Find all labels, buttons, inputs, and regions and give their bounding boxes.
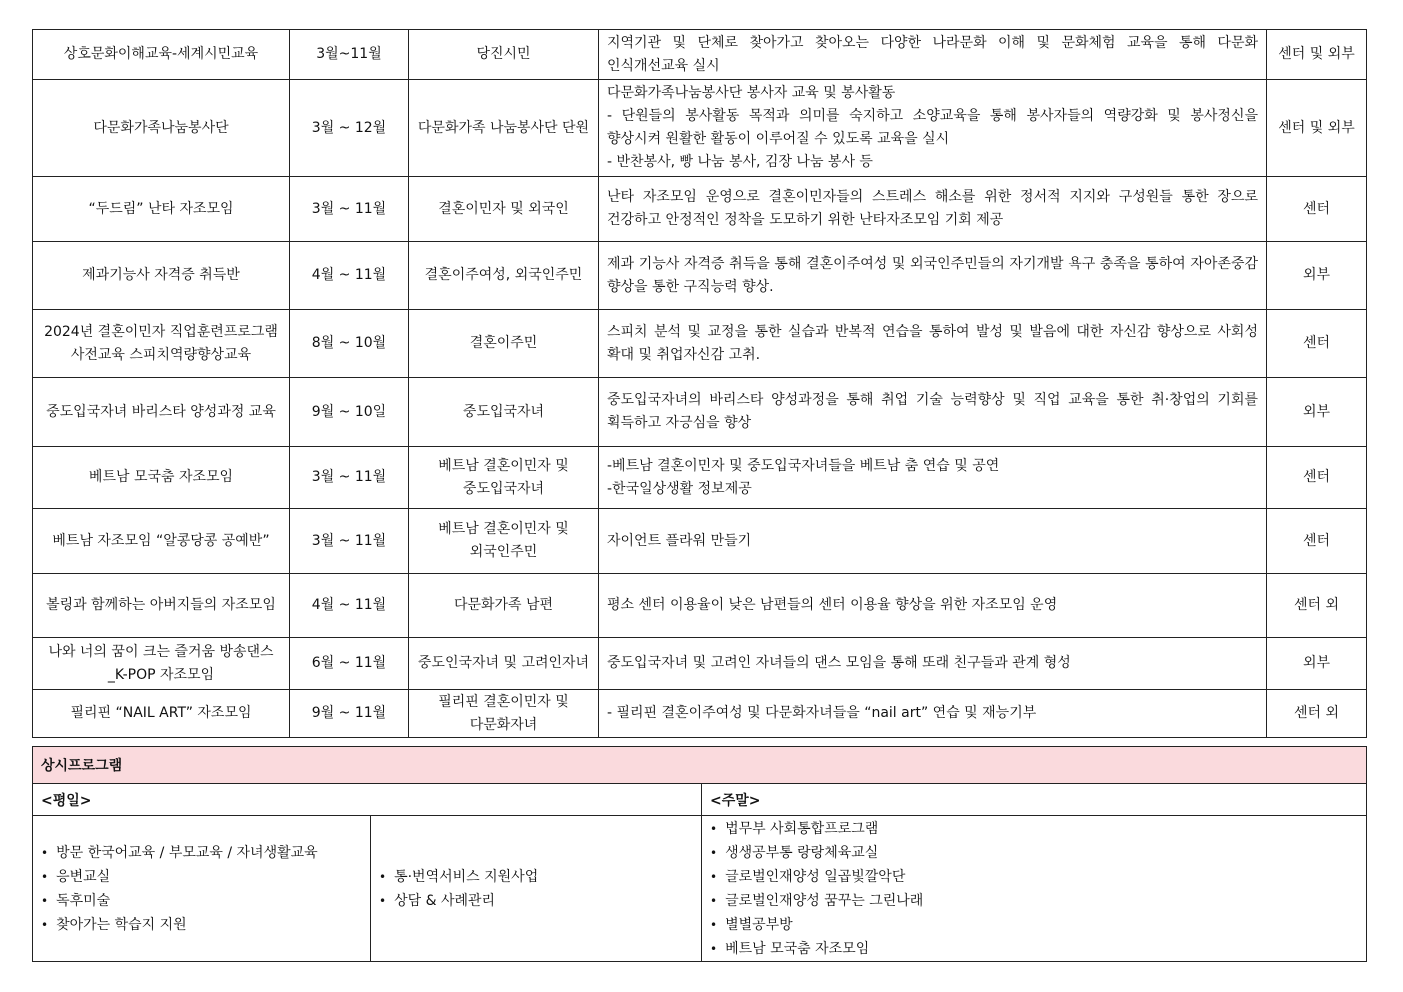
program-name: “두드림” 난타 자조모임 bbox=[33, 177, 290, 242]
program-place: 센터 bbox=[1267, 177, 1367, 242]
program-name: 필리핀 “NAIL ART” 자조모임 bbox=[33, 690, 290, 738]
program-period: 8월 ~ 10월 bbox=[290, 310, 409, 378]
program-period: 9월 ~ 10일 bbox=[290, 378, 409, 447]
table-row bbox=[33, 509, 1367, 574]
program-place: 외부 bbox=[1267, 242, 1367, 310]
program-place: 센터 및 외부 bbox=[1267, 30, 1367, 80]
program-target: 다문화가족 남편 bbox=[409, 574, 599, 638]
table-row bbox=[33, 574, 1367, 638]
program-target: 결혼이민자 및 외국인 bbox=[409, 177, 599, 242]
program-content: 다문화가족나눔봉사단 봉사자 교육 및 봉사활동 - 단원들의 봉사활동 목적과 의미를 숙지하고 소양교육을 통해 봉사자들의 역량강화 및 봉사정신을 향상시켜 원활한 활동이 이루어질 수 있도록 교육을 실시 - 반찬봉사, 빵 나눔 봉사, 김장 나눔 봉사 등 bbox=[599, 80, 1267, 177]
program-content: 제과 기능사 자격증 취득을 통해 결혼이주여성 및 외국인주민들의 자기개발 욕구 충족을 통하여 자아존중감 향상을 통한 구직능력 향상. bbox=[599, 242, 1267, 310]
program-name: 중도입국자녀 바리스타 양성과정 교육 bbox=[33, 378, 290, 447]
weekday-list-2 bbox=[379, 865, 693, 913]
program-name: 제과기능사 자격증 취득반 bbox=[33, 242, 290, 310]
program-content: 자이언트 플라워 만들기 bbox=[599, 509, 1267, 574]
program-place: 센터 bbox=[1267, 310, 1367, 378]
program-content: 중도입국자녀의 바리스타 양성과정을 통해 취업 기술 능력향상 및 직업 교육을 통한 취·창업의 기회를 획득하고 자긍심을 향상 bbox=[599, 378, 1267, 447]
program-name: 베트남 모국춤 자조모임 bbox=[33, 447, 290, 509]
table-row bbox=[33, 638, 1367, 690]
program-target: 중도인국자녀 및 고려인자녀 bbox=[409, 638, 599, 690]
program-content: 지역기관 및 단체로 찾아가고 찾아오는 다양한 나라문화 이해 및 문화체험 교육을 통해 다문화 인식개선교육 실시 bbox=[599, 30, 1267, 80]
program-place: 외부 bbox=[1267, 378, 1367, 447]
program-content: -베트남 결혼이민자 및 중도입국자녀들을 베트남 춤 연습 및 공연 -한국일상생활 정보제공 bbox=[599, 447, 1267, 509]
weekday-label: <평일> bbox=[33, 784, 702, 816]
weekend-list bbox=[710, 817, 1358, 961]
list-item: • 방문 한국어교육 / 부모교육 / 자녀생활교육 bbox=[41, 841, 362, 865]
program-place: 센터 외 bbox=[1267, 574, 1367, 638]
table-row bbox=[33, 177, 1367, 242]
permanent-title: 상시프로그램 bbox=[33, 747, 1367, 784]
program-period: 3월 ~ 11월 bbox=[290, 447, 409, 509]
list-item: • 글로벌인재양성 꿈꾸는 그린나래 bbox=[710, 889, 1358, 913]
program-name: 베트남 자조모임 “알콩당콩 공예반” bbox=[33, 509, 290, 574]
program-target: 당진시민 bbox=[409, 30, 599, 80]
program-content: 스피치 분석 및 교정을 통한 실습과 반복적 연습을 통하여 발성 및 발음에 대한 자신감 향상으로 사회성 확대 및 취업자신감 고취. bbox=[599, 310, 1267, 378]
weekday-list-cell-2 bbox=[371, 816, 702, 962]
table-row bbox=[33, 690, 1367, 738]
table-row bbox=[33, 310, 1367, 378]
program-content: 중도입국자녀 및 고려인 자녀들의 댄스 모임을 통해 또래 친구들과 관계 형성 bbox=[599, 638, 1267, 690]
program-place: 센터 bbox=[1267, 447, 1367, 509]
program-target: 다문화가족 나눔봉사단 단원 bbox=[409, 80, 599, 177]
program-table-body bbox=[33, 30, 1367, 738]
program-content: 평소 센터 이용율이 낮은 남편들의 센터 이용율 향상을 위한 자조모임 운영 bbox=[599, 574, 1267, 638]
program-place: 센터 및 외부 bbox=[1267, 80, 1367, 177]
table-row bbox=[33, 242, 1367, 310]
list-item: • 베트남 모국춤 자조모임 bbox=[710, 937, 1358, 961]
list-item: • 생생공부통 랑랑체육교실 bbox=[710, 841, 1358, 865]
weekday-list-1 bbox=[41, 841, 362, 937]
program-name: 상호문화이해교육-세계시민교육 bbox=[33, 30, 290, 80]
list-item: • 상담 & 사례관리 bbox=[379, 889, 693, 913]
program-period: 9월 ~ 11월 bbox=[290, 690, 409, 738]
program-target: 결혼이주여성, 외국인주민 bbox=[409, 242, 599, 310]
program-name: 나와 너의 꿈이 크는 즐거움 방송댄스_K-POP 자조모임 bbox=[33, 638, 290, 690]
program-target: 중도입국자녀 bbox=[409, 378, 599, 447]
program-period: 3월 ~ 12월 bbox=[290, 80, 409, 177]
permanent-program-table bbox=[32, 746, 1367, 962]
program-name: 다문화가족나눔봉사단 bbox=[33, 80, 290, 177]
program-target: 결혼이주민 bbox=[409, 310, 599, 378]
program-period: 4월 ~ 11월 bbox=[290, 242, 409, 310]
program-place: 외부 bbox=[1267, 638, 1367, 690]
table-row bbox=[33, 30, 1367, 80]
weekend-label: <주말> bbox=[702, 784, 1367, 816]
table-row bbox=[33, 447, 1367, 509]
program-place: 센터 외 bbox=[1267, 690, 1367, 738]
list-item: • 글로벌인재양성 일곱빛깔악단 bbox=[710, 865, 1358, 889]
list-item: • 응변교실 bbox=[41, 865, 362, 889]
table-row bbox=[33, 378, 1367, 447]
program-target: 베트남 결혼이민자 및 중도입국자녀 bbox=[409, 447, 599, 509]
table-row bbox=[33, 80, 1367, 177]
program-period: 4월 ~ 11월 bbox=[290, 574, 409, 638]
program-period: 6월 ~ 11월 bbox=[290, 638, 409, 690]
program-period: 3월 ~ 11월 bbox=[290, 177, 409, 242]
program-content: - 필리핀 결혼이주여성 및 다문화자녀들을 “nail art” 연습 및 재능기부 bbox=[599, 690, 1267, 738]
program-period: 3월 ~ 11월 bbox=[290, 509, 409, 574]
list-item: • 찾아가는 학습지 지원 bbox=[41, 913, 362, 937]
list-item: • 법무부 사회통합프로그램 bbox=[710, 817, 1358, 841]
list-item: • 통·번역서비스 지원사업 bbox=[379, 865, 693, 889]
program-target: 베트남 결혼이민자 및 외국인주민 bbox=[409, 509, 599, 574]
program-name: 2024년 결혼이민자 직업훈련프로그램 사전교육 스피치역량향상교육 bbox=[33, 310, 290, 378]
weekday-list-cell-1 bbox=[33, 816, 371, 962]
program-content: 난타 자조모임 운영으로 결혼이민자들의 스트레스 해소를 위한 정서적 지지와 구성원들 통한 장으로 건강하고 안정적인 정착을 도모하기 위한 난타자조모임 기회 제공 bbox=[599, 177, 1267, 242]
program-table bbox=[32, 29, 1367, 738]
program-place: 센터 bbox=[1267, 509, 1367, 574]
list-item: • 별별공부방 bbox=[710, 913, 1358, 937]
program-name: 볼링과 함께하는 아버지들의 자조모임 bbox=[33, 574, 290, 638]
program-period: 3월~11월 bbox=[290, 30, 409, 80]
list-item: • 독후미술 bbox=[41, 889, 362, 913]
program-target: 필리핀 결혼이민자 및 다문화자녀 bbox=[409, 690, 599, 738]
weekend-list-cell bbox=[702, 816, 1367, 962]
